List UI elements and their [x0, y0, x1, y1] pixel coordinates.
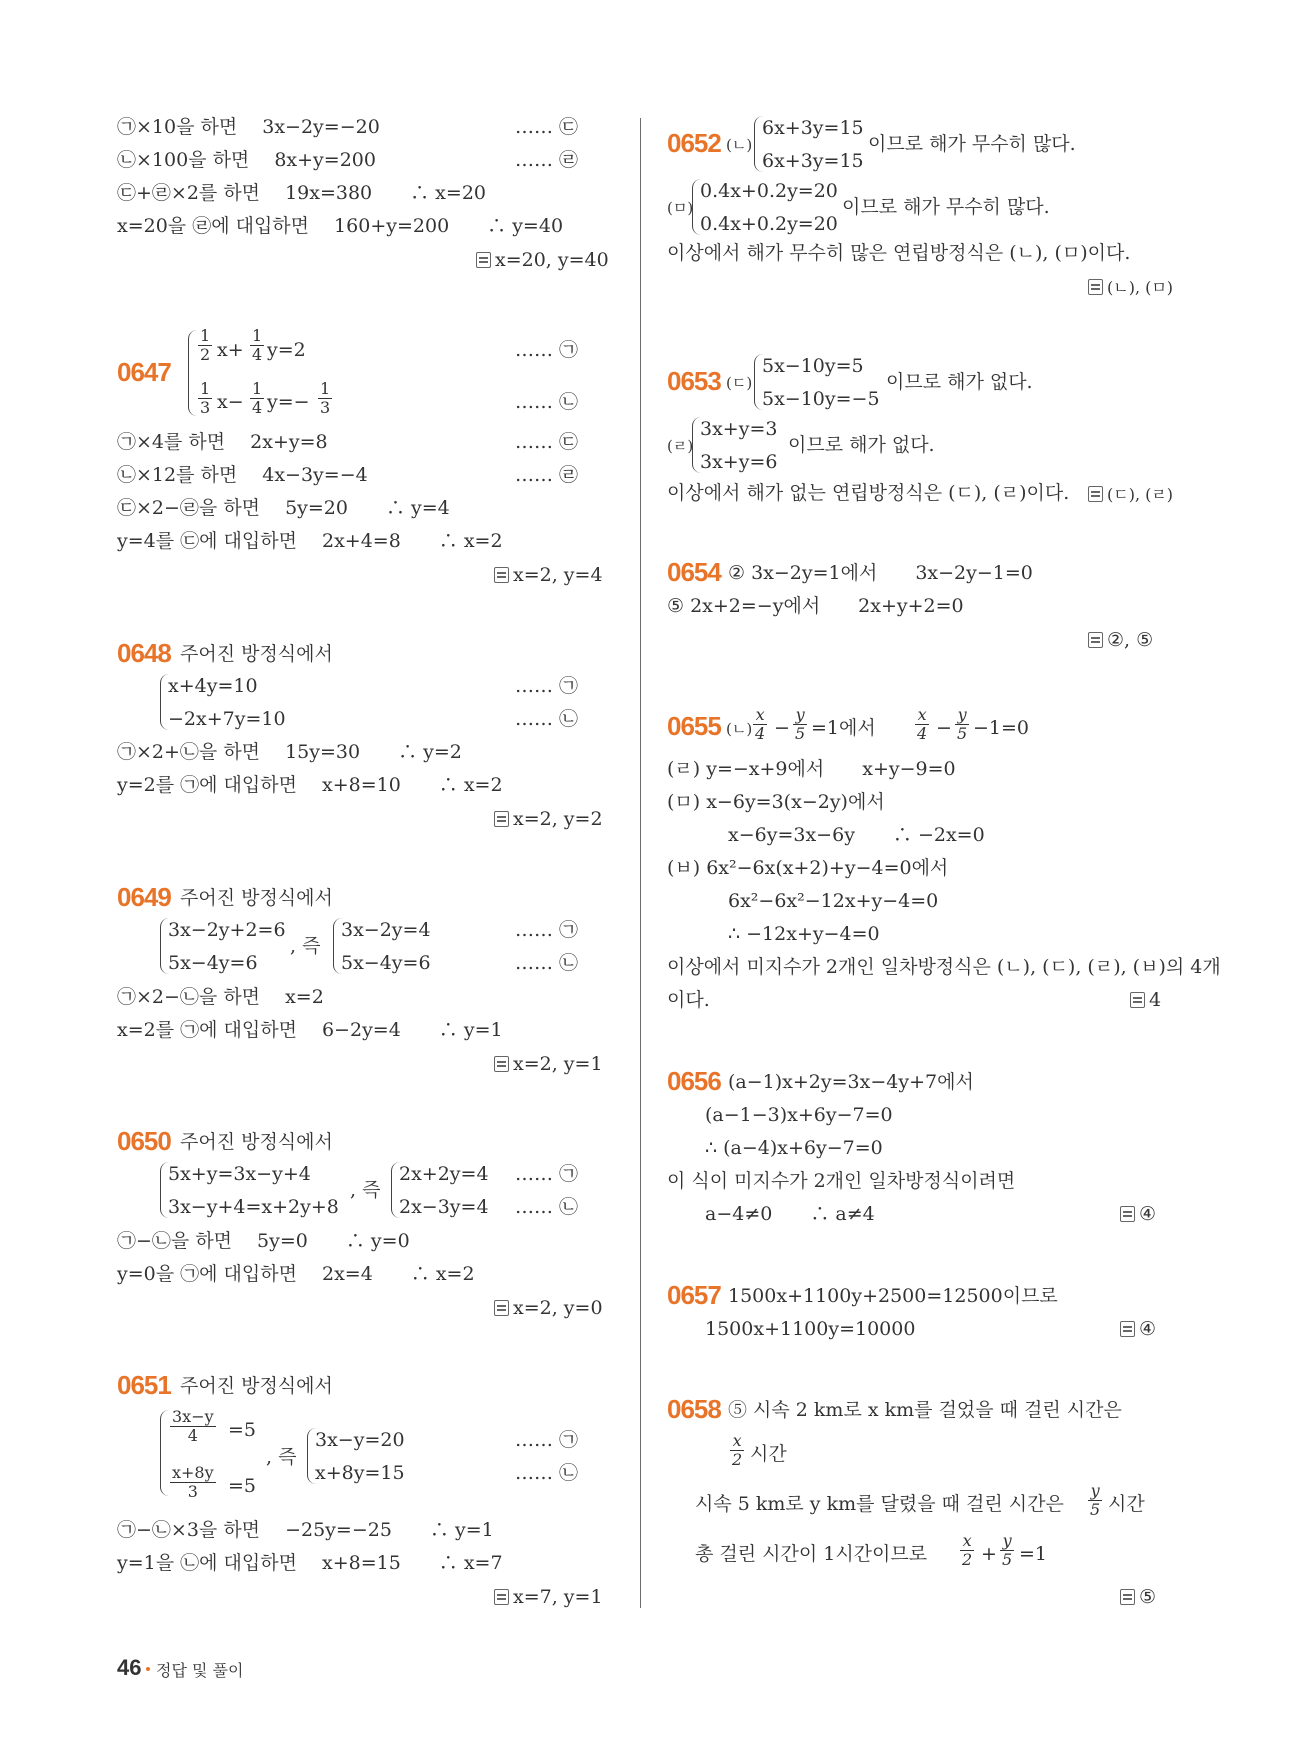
answer-icon — [494, 567, 509, 583]
answer-line — [494, 563, 603, 587]
fraction: $\frac{x+8y}{3}$ — [172, 1463, 214, 1501]
solution-line: y=4를 ㉢에 대입하면 2x+4=8 ∴ x=2 — [117, 530, 503, 552]
answer-line — [494, 1296, 603, 1320]
solution-line: ㉢×2−㉣을 하면 5y=20 ∴ y=4 — [117, 497, 450, 519]
equation: 2x+2y=4 — [399, 1163, 489, 1185]
equation-separator: , 즉 — [266, 1446, 297, 1468]
fraction: $\frac{x}{4}$ — [755, 705, 766, 743]
equation: x+8y=15 — [315, 1462, 405, 1484]
equation: 5x−10y=5 — [762, 355, 864, 377]
answer-icon — [1088, 486, 1103, 502]
equation-tag: …… ㉠ — [515, 919, 579, 941]
answer-line — [1120, 1317, 1156, 1341]
solution-line: y=0을 ㉠에 대입하면 2x=4 ∴ x=2 — [117, 1263, 475, 1285]
item-marker: (ㄷ) — [726, 374, 753, 392]
equation-tag: …… ㉡ — [515, 1462, 579, 1484]
answer-icon — [494, 1589, 509, 1605]
answer-icon — [494, 1300, 509, 1316]
problem-number: 0648 — [117, 638, 171, 668]
statement: 이므로 해가 없다. — [788, 434, 935, 456]
equation-part: + — [981, 1543, 997, 1565]
solution-line: x=2를 ㉠에 대입하면 6−2y=4 ∴ y=1 — [117, 1019, 503, 1041]
fraction: $\frac{x}{2}$ — [732, 1431, 743, 1469]
answer-icon — [476, 252, 491, 268]
solution-line: ㉠−㉡을 하면 5y=0 ∴ y=0 — [117, 1230, 410, 1252]
equation-part: x+ — [217, 339, 244, 361]
equation: 0.4x+0.2y=20 — [700, 213, 838, 235]
solution-line: 이 식이 미지수가 2개인 일차방정식이려면 — [667, 1170, 1016, 1192]
solution-line: 총 걸린 시간이 1시간이므로 — [695, 1543, 928, 1565]
answer-text: ⑤ — [1139, 1586, 1157, 1608]
fraction: $\frac{3x-y}{4}$ — [172, 1407, 214, 1445]
equation-part: y=− — [267, 391, 310, 413]
solution-line: a−4≠0 ∴ a≠4 — [705, 1203, 875, 1225]
answer-line — [476, 248, 609, 272]
solution-line: (ㄹ) y=−x+9에서 x+y−9=0 — [667, 758, 956, 780]
solution-line: (a−1)x+2y=3x−4y+7에서 — [728, 1071, 974, 1093]
equation-tag: …… ㉢ — [515, 116, 579, 138]
answer-icon — [1088, 632, 1103, 648]
answer-line — [1130, 988, 1161, 1012]
answer-text: 4 — [1149, 989, 1162, 1011]
statement: 이므로 해가 없다. — [886, 371, 1033, 393]
conclusion: 이상에서 해가 무수히 많은 연립방정식은 (ㄴ), (ㅁ)이다. — [667, 242, 1131, 264]
equation: 3x+y=6 — [700, 451, 778, 473]
unit-label: 시간 — [750, 1443, 787, 1465]
item-marker: (ㅁ) — [667, 199, 694, 217]
answer-line — [494, 1052, 603, 1076]
fraction: $\frac{1}{3}$ — [200, 379, 211, 417]
solution-line: 시속 5 km로 y km를 달렸을 때 걸린 시간은 — [695, 1493, 1064, 1515]
equation: 0.4x+0.2y=20 — [700, 180, 838, 202]
equation-tag: …… ㉡ — [515, 391, 579, 413]
answer-icon — [1120, 1206, 1135, 1222]
conclusion: 이상에서 해가 없는 연립방정식은 (ㄷ), (ㄹ)이다. — [667, 482, 1070, 504]
solution-line: (ㅁ) x−6y=3(x−2y)에서 — [667, 791, 885, 813]
answer-line — [494, 1585, 603, 1609]
fraction: $\frac{x}{2}$ — [962, 1531, 973, 1569]
answer-text: x=2, y=1 — [513, 1053, 603, 1075]
answer-icon — [1120, 1589, 1135, 1605]
item-marker: (ㄴ) — [726, 720, 753, 738]
statement: 이므로 해가 무수히 많다. — [842, 196, 1050, 218]
problem-intro: 주어진 방정식에서 — [180, 1131, 333, 1153]
solution-line: ㉠−㉡×3을 하면 −25y=−25 ∴ y=1 — [117, 1519, 494, 1541]
fraction: $\frac{1}{4}$ — [252, 326, 263, 364]
equation-part: − — [774, 717, 790, 739]
equation-tag: …… ㉢ — [515, 431, 579, 453]
problem-number: 0656 — [667, 1066, 721, 1096]
solution-line: ② 3x−2y=1에서 3x−2y−1=0 — [728, 562, 1033, 584]
equation-part: =5 — [228, 1419, 257, 1441]
fraction: $\frac{x}{4}$ — [917, 705, 928, 743]
answer-text: x=7, y=1 — [513, 1586, 603, 1608]
solution-line: ㉡×12를 하면 4x−3y=−4 — [117, 464, 368, 486]
equation-part: y=2 — [267, 339, 306, 361]
answer-text: x=2, y=4 — [513, 564, 603, 586]
equation: 5x−10y=−5 — [762, 388, 880, 410]
equation: 3x−y=20 — [315, 1429, 405, 1451]
problem-number: 0650 — [117, 1126, 171, 1156]
solution-line: ㉠×2+㉡을 하면 15y=30 ∴ y=2 — [117, 741, 462, 763]
fraction: $\frac{1}{2}$ — [200, 326, 211, 364]
fraction: $\frac{1}{3}$ — [320, 379, 331, 417]
solution-line: 1500x+1100y+2500=12500이므로 — [728, 1285, 1058, 1307]
problem-intro: 주어진 방정식에서 — [180, 887, 333, 909]
equation: 3x+y=3 — [700, 418, 778, 440]
item-marker: (ㄹ) — [667, 437, 694, 455]
problem-number: 0658 — [667, 1394, 721, 1424]
answer-text: ④ — [1139, 1203, 1157, 1225]
fraction: $\frac{y}{5}$ — [1002, 1531, 1013, 1569]
conclusion: 이상에서 미지수가 2개인 일차방정식은 (ㄴ), (ㄷ), (ㄹ), (ㅂ)의 4개 — [667, 956, 1221, 978]
equation-tag: …… ㉠ — [515, 1163, 579, 1185]
fraction: $\frac{y}{5}$ — [795, 705, 806, 743]
solution-line: ∴ (a−4)x+6y−7=0 — [705, 1137, 883, 1159]
conclusion: 이다. — [667, 989, 710, 1011]
footer-bullet — [146, 1667, 150, 1671]
answer-icon — [1130, 992, 1145, 1008]
fraction: $\frac{1}{4}$ — [252, 379, 263, 417]
fraction: $\frac{y}{5}$ — [957, 705, 968, 743]
equation-tag: …… ㉠ — [515, 339, 579, 361]
equation: 3x−2y=4 — [341, 919, 431, 941]
problem-number: 0649 — [117, 882, 171, 912]
equation-part: − — [936, 717, 952, 739]
answer-line — [494, 807, 603, 831]
equation-tag: …… ㉡ — [515, 1196, 579, 1218]
solution-line: ㉠×10을 하면 3x−2y=−20 — [117, 116, 380, 138]
answer-line — [1088, 276, 1173, 300]
problem-number: 0652 — [667, 128, 721, 158]
problem-number: 0651 — [117, 1370, 171, 1400]
unit-label: 시간 — [1108, 1493, 1145, 1515]
solution-line: (a−1−3)x+6y−7=0 — [705, 1104, 893, 1126]
answer-line — [1120, 1202, 1156, 1226]
solution-line: x=20을 ㉣에 대입하면 160+y=200 ∴ y=40 — [117, 215, 564, 237]
solution-line: ⑤ 시속 2 km로 x km를 걸었을 때 걸린 시간은 — [728, 1399, 1122, 1421]
answer-text: (ㄷ), (ㄹ) — [1107, 485, 1174, 504]
answer-text: (ㄴ), (ㅁ) — [1107, 278, 1174, 297]
answer-line — [1088, 628, 1153, 652]
equation-separator: , 즉 — [350, 1179, 381, 1201]
solution-line: y=1을 ㉡에 대입하면 x+8=15 ∴ x=7 — [117, 1552, 503, 1574]
solution-line: ⑤ 2x+2=−y에서 2x+y+2=0 — [667, 595, 964, 617]
equation: 5x−4y=6 — [341, 952, 431, 974]
equation-tag: …… ㉠ — [515, 1429, 579, 1451]
equation: 5x+y=3x−y+4 — [168, 1163, 311, 1185]
equation-part: x− — [217, 391, 244, 413]
statement: 이므로 해가 무수히 많다. — [868, 133, 1076, 155]
answer-icon — [1088, 279, 1103, 295]
equation: 2x−3y=4 — [399, 1196, 489, 1218]
problem-intro: 주어진 방정식에서 — [180, 1375, 333, 1397]
equation: 6x+3y=15 — [762, 117, 864, 139]
equation-part: −1=0 — [973, 717, 1030, 739]
equation-part: =5 — [228, 1475, 257, 1497]
equation: 3x−y+4=x+2y+8 — [168, 1196, 339, 1218]
problem-number: 0655 — [667, 711, 721, 741]
equation-tag: …… ㉣ — [515, 149, 579, 171]
answer-line — [1088, 483, 1173, 507]
equation-tag: …… ㉡ — [515, 952, 579, 974]
solution-line: ∴ −12x+y−4=0 — [728, 923, 880, 945]
equation: 6x+3y=15 — [762, 150, 864, 172]
equation: −2x+7y=10 — [168, 708, 286, 730]
page-number: 46 — [117, 1655, 142, 1680]
answer-text: x=2, y=0 — [513, 1297, 603, 1319]
equation: 5x−4y=6 — [168, 952, 258, 974]
equation-tag: …… ㉣ — [515, 464, 579, 486]
solution-line: ㉡×100을 하면 8x+y=200 — [117, 149, 376, 171]
answer-icon — [494, 811, 509, 827]
equation: x+4y=10 — [168, 675, 258, 697]
solution-line: ㉠×4를 하면 2x+y=8 — [117, 431, 328, 453]
answer-text: x=2, y=2 — [513, 808, 603, 830]
problem-number: 0657 — [667, 1280, 721, 1310]
solution-line: ㉢+㉣×2를 하면 19x=380 ∴ x=20 — [117, 182, 486, 204]
equation-tag: …… ㉡ — [515, 708, 579, 730]
item-marker: (ㄴ) — [726, 136, 753, 154]
problem-number: 0654 — [667, 557, 721, 587]
equation-part: =1에서 — [811, 717, 876, 739]
equation-tag: …… ㉠ — [515, 675, 579, 697]
answer-icon — [1120, 1321, 1135, 1337]
solution-line: 1500x+1100y=10000 — [705, 1318, 916, 1340]
equation: 3x−2y+2=6 — [168, 919, 286, 941]
answer-text: ④ — [1139, 1318, 1157, 1340]
solution-line: x−6y=3x−6y ∴ −2x=0 — [728, 824, 985, 846]
answer-icon — [494, 1056, 509, 1072]
answer-line — [1120, 1585, 1156, 1609]
solution-line: ㉠×2−㉡을 하면 x=2 — [117, 986, 324, 1008]
equation-separator: , 즉 — [290, 935, 321, 957]
problem-number: 0647 — [117, 357, 171, 387]
equation-part: =1 — [1019, 1543, 1048, 1565]
problem-number: 0653 — [667, 366, 721, 396]
solution-line: (ㅂ) 6x²−6x(x+2)+y−4=0에서 — [667, 857, 949, 879]
footer-title: 정답 및 풀이 — [156, 1661, 244, 1680]
answer-text: x=20, y=40 — [495, 249, 609, 271]
fraction: $\frac{y}{5}$ — [1090, 1481, 1101, 1519]
solution-line: 6x²−6x²−12x+y−4=0 — [728, 890, 939, 912]
column-divider — [640, 118, 641, 1608]
answer-text: ②, ⑤ — [1107, 629, 1154, 651]
problem-intro: 주어진 방정식에서 — [180, 643, 333, 665]
solution-line: y=2를 ㉠에 대입하면 x+8=10 ∴ x=2 — [117, 774, 503, 796]
